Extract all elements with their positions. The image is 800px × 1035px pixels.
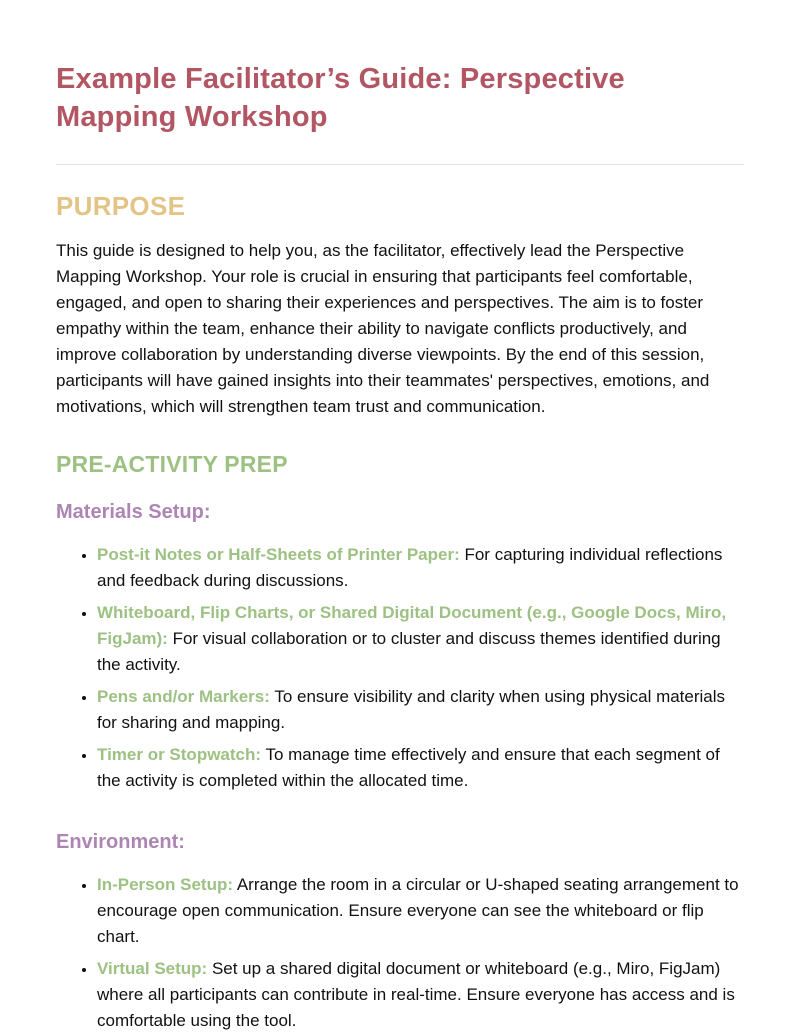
divider: [56, 164, 744, 165]
materials-list: [56, 542, 744, 794]
list-item: [97, 600, 744, 678]
materials-setup-heading: Materials Setup:: [56, 501, 211, 523]
purpose-heading: PURPOSE: [56, 191, 186, 221]
list-item: [97, 742, 744, 794]
list-item: [97, 872, 744, 950]
list-item-text: For visual collaboration or to cluster and discuss themes identified during the activity.: [97, 629, 721, 674]
environment-list: [56, 872, 744, 1034]
purpose-paragraph: This guide is designed to help you, as the facilitator, effectively lead the Perspective Mapping Workshop. Your role is crucial in ensuring that participants feel comfortable, engaged, and open to sharing their experiences and perspectives. The aim is to foster empathy within the team, enhance their ability to navigate conflicts productively, and improve collaboration by understanding diverse viewpoints. By the end of this session, participants will have gained insights into their teammates' perspectives, emotions, and motivations, which will strengthen team trust and communication.: [56, 241, 710, 416]
list-item: [97, 956, 744, 1034]
list-item: [97, 684, 744, 736]
list-item-lead: Pens and/or Markers:: [97, 687, 270, 706]
list-item-lead: Timer or Stopwatch:: [97, 745, 262, 764]
pre-activity-prep-heading: PRE-ACTIVITY PREP: [56, 451, 288, 477]
list-item-lead: Post-it Notes or Half-Sheets of Printer Paper:: [97, 545, 460, 564]
document-title: Example Facilitator’s Guide: Perspective Mapping Workshop: [56, 63, 625, 133]
list-item-text: Arrange the room in a circular or U-shaped seating arrangement to encourage open communication. Ensure everyone can see the whiteboard or flip chart.: [97, 875, 739, 946]
list-item-lead: Virtual Setup:: [97, 959, 208, 978]
list-item-lead: Whiteboard, Flip Charts, or Shared Digital Document (e.g., Google Docs, Miro, FigJam):: [97, 603, 727, 648]
list-item-lead: In-Person Setup:: [97, 875, 234, 894]
environment-heading: Environment:: [56, 831, 185, 853]
list-item-text: To manage time effectively and ensure that each segment of the activity is completed within the allocated time.: [97, 745, 720, 790]
list-item-text: For capturing individual reflections and feedback during discussions.: [97, 545, 723, 590]
list-item-text: Set up a shared digital document or whiteboard (e.g., Miro, FigJam) where all participants can contribute in real-time. Ensure everyone has access and is comfortable using the tool.: [97, 959, 735, 1030]
list-item-text: To ensure visibility and clarity when using physical materials for sharing and mapping.: [97, 687, 726, 732]
list-item: [97, 542, 744, 594]
